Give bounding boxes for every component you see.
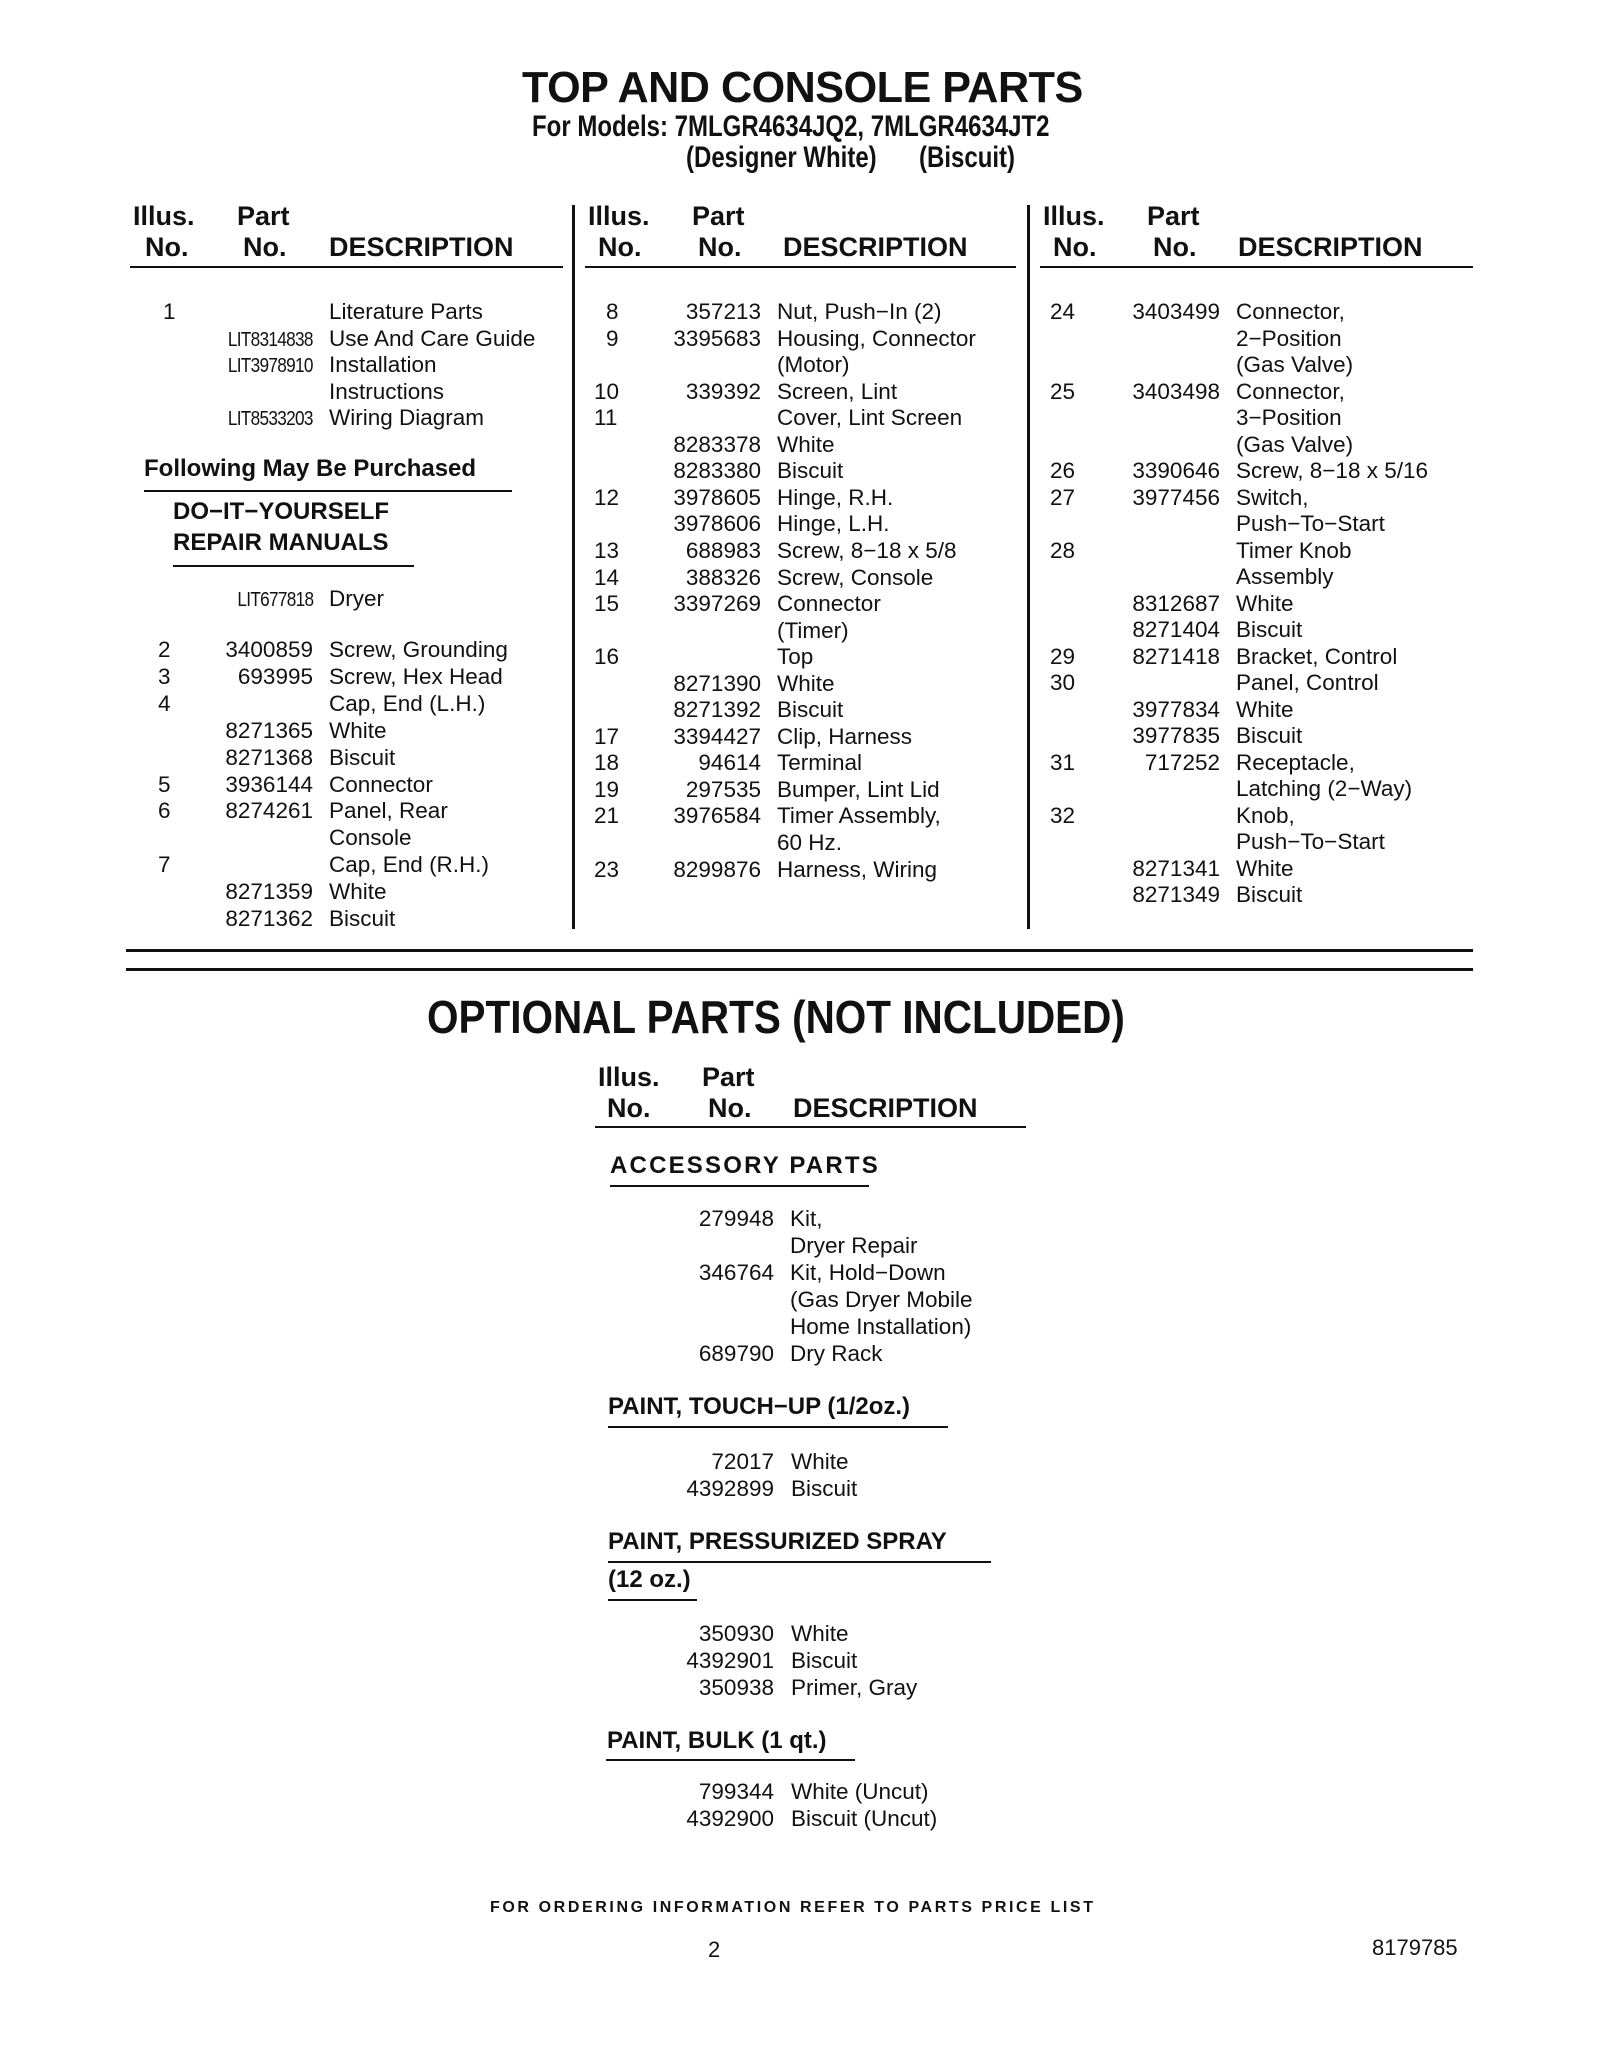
illus-number: 15 — [594, 591, 620, 617]
part-description: Cover, Lint Screen — [777, 405, 963, 431]
part-description: Push−To−Start — [1236, 829, 1385, 854]
page-title: TOP AND CONSOLE PARTS — [522, 63, 1083, 112]
part-description: Hinge, R.H. — [777, 484, 894, 510]
illus-number: 18 — [594, 750, 620, 776]
illus-number: 10 — [594, 378, 620, 404]
accessory-parts-heading: ACCESSORY PARTS — [610, 1152, 880, 1179]
diy-heading-line2: REPAIR MANUALS — [173, 529, 389, 556]
illus-number: 28 — [1050, 537, 1076, 563]
part-description: White — [791, 1621, 849, 1646]
part-number: 339392 — [685, 378, 761, 404]
part-description: Connector, — [1236, 299, 1345, 324]
table-row — [0, 1314, 1600, 1341]
diy-heading-line1: DO−IT−YOURSELF — [173, 498, 390, 525]
part-description: Push−To−Start — [1236, 511, 1385, 536]
table-row — [0, 458, 1600, 485]
illus-number: 14 — [594, 564, 620, 590]
part-description: Terminal — [777, 750, 863, 776]
part-number: 8271341 — [1132, 855, 1220, 881]
table-row — [0, 326, 1600, 353]
table-row — [0, 1648, 1600, 1675]
document-number: 8179785 — [1372, 1935, 1458, 1960]
illus-number: 32 — [1050, 802, 1076, 828]
part-number: 3394427 — [673, 723, 761, 749]
table-row — [0, 511, 1600, 538]
col-header-description: DESCRIPTION — [783, 232, 968, 262]
table-row — [0, 829, 1600, 856]
optional-parts-title: OPTIONAL PARTS (NOT INCLUDED) — [427, 991, 1125, 1043]
part-description: Biscuit — [1236, 882, 1303, 907]
header-underline — [1040, 266, 1473, 268]
col-header-illus-top: Illus. — [1043, 201, 1105, 231]
table-row — [0, 1260, 1600, 1287]
part-number: 693995 — [237, 663, 313, 689]
literature-part-number: LIT3978910 — [228, 355, 313, 378]
part-description: (Gas Valve) — [1236, 431, 1354, 457]
part-description: Harness, Wiring — [777, 856, 938, 882]
part-description: White — [777, 670, 835, 696]
part-description: Wiring Diagram — [329, 405, 485, 431]
col-header-illus-bottom: No. — [1053, 232, 1097, 262]
part-number: 357213 — [685, 299, 761, 324]
col-header-description: DESCRIPTION — [793, 1093, 978, 1123]
part-number: 8271418 — [1132, 643, 1220, 669]
part-description: Screw, 8−18 x 5/16 — [1236, 458, 1428, 483]
table-row — [0, 906, 1600, 933]
part-description: Dry Rack — [790, 1341, 883, 1366]
col-header-illus-top: Illus. — [588, 201, 650, 231]
illus-number: 2 — [158, 637, 171, 662]
section-separator-bottom — [126, 968, 1473, 971]
table-row — [0, 591, 1600, 618]
part-number: 8299876 — [673, 856, 761, 882]
part-description: White — [777, 431, 835, 457]
col-header-part-bottom: No. — [708, 1093, 752, 1123]
col-header-part-top: Part — [237, 201, 290, 231]
part-description: Console — [329, 825, 412, 851]
part-number: 8271359 — [225, 879, 313, 905]
illus-number: 9 — [606, 325, 619, 351]
illus-number: 16 — [594, 644, 620, 670]
part-description: Biscuit — [777, 458, 844, 484]
spray-paint-heading-line1: PAINT, PRESSURIZED SPRAY — [608, 1528, 947, 1555]
table-row — [0, 644, 1600, 671]
part-description: White (Uncut) — [791, 1779, 929, 1804]
col-header-part-bottom: No. — [243, 232, 287, 262]
part-number: 3397269 — [673, 591, 761, 617]
part-number: 4392900 — [686, 1806, 774, 1831]
col-header-part-bottom: No. — [1153, 232, 1197, 262]
accessory-heading-underline — [610, 1185, 869, 1187]
part-number: 3978605 — [673, 484, 761, 510]
illus-number: 17 — [594, 723, 620, 749]
part-description: Biscuit — [1236, 723, 1303, 748]
table-row — [0, 1449, 1600, 1476]
part-description: Timer Assembly, — [777, 803, 941, 829]
col-header-part-top: Part — [692, 201, 745, 231]
part-number: 3395683 — [673, 325, 761, 351]
part-number: 799344 — [698, 1779, 774, 1804]
table-row — [0, 617, 1600, 644]
part-description: Latching (2−Way) — [1236, 776, 1413, 801]
part-number: 3390646 — [1132, 458, 1220, 483]
illus-number: 30 — [1050, 670, 1076, 695]
part-description: Knob, — [1236, 802, 1295, 828]
part-description: Panel, Control — [1236, 670, 1379, 695]
part-description: Instructions — [329, 378, 445, 404]
model-color-biscuit: (Biscuit) — [919, 141, 1015, 174]
part-number: 350938 — [698, 1675, 774, 1700]
illus-number: 13 — [594, 537, 620, 563]
part-description: Screw, 8−18 x 5/8 — [777, 537, 957, 563]
part-description: Biscuit — [791, 1648, 858, 1673]
part-number: 94614 — [698, 750, 761, 776]
header-underline — [130, 266, 563, 268]
part-description: Connector — [777, 591, 881, 617]
table-row — [0, 723, 1600, 750]
part-number: 8271365 — [225, 717, 313, 743]
part-description: Assembly — [1236, 564, 1334, 589]
illus-number: 21 — [594, 803, 620, 829]
part-description: White — [329, 717, 387, 743]
part-number: 3403499 — [1132, 299, 1220, 324]
header-underline — [585, 266, 1016, 268]
illus-number: 31 — [1050, 749, 1076, 775]
touchup-heading-underline — [608, 1426, 948, 1428]
part-description: Screw, Hex Head — [329, 663, 503, 689]
part-description: Kit, Hold−Down — [790, 1260, 946, 1285]
col-header-illus-top: Illus. — [133, 201, 195, 231]
illus-number: 6 — [158, 798, 171, 824]
part-description: (Gas Valve) — [1236, 352, 1354, 377]
table-row — [0, 882, 1600, 909]
bulk-paint-heading: PAINT, BULK (1 qt.) — [607, 1727, 827, 1754]
ordering-note: FOR ORDERING INFORMATION REFER TO PARTS PRICE LIST — [490, 1899, 1096, 1916]
model-color-white: (Designer White) — [686, 141, 877, 174]
part-description: Connector — [329, 771, 433, 797]
part-number: 717252 — [1144, 749, 1220, 775]
part-description: Biscuit — [329, 906, 396, 931]
table-row — [0, 1621, 1600, 1648]
illus-number: 11 — [594, 405, 618, 431]
spray-heading-underline — [608, 1561, 991, 1563]
illus-number: 3 — [158, 663, 171, 689]
touchup-paint-heading: PAINT, TOUCH−UP (1/2oz.) — [608, 1393, 911, 1420]
illus-number: 27 — [1050, 484, 1076, 510]
table-row — [0, 803, 1600, 830]
table-row — [0, 1675, 1600, 1702]
part-number: 72017 — [711, 1449, 774, 1474]
part-description: Bracket, Control — [1236, 643, 1398, 669]
part-description: Use And Care Guide — [329, 325, 536, 351]
part-number: 8271392 — [673, 697, 761, 723]
part-number: 8283378 — [673, 431, 761, 457]
part-description: 2−Position — [1236, 325, 1342, 351]
spray-paint-heading-line2: (12 oz.) — [608, 1566, 691, 1593]
illus-number: 26 — [1050, 458, 1076, 483]
illus-number: 7 — [158, 852, 171, 878]
part-number: 279948 — [698, 1206, 774, 1231]
table-row — [0, 299, 1600, 326]
table-row — [0, 1806, 1600, 1833]
part-description: (Gas Dryer Mobile — [790, 1287, 973, 1312]
part-description: Nut, Push−In (2) — [777, 299, 942, 324]
part-number: 3977456 — [1132, 484, 1220, 510]
literature-part-number: LIT677818 — [236, 589, 313, 611]
part-description: Top — [777, 644, 814, 670]
part-description: Biscuit — [791, 1476, 858, 1501]
table-row — [0, 1779, 1600, 1806]
page-number: 2 — [708, 1937, 721, 1962]
col-header-description: DESCRIPTION — [1238, 232, 1423, 262]
part-number: 350930 — [698, 1621, 774, 1646]
illus-number: 29 — [1050, 643, 1076, 669]
header-underline — [595, 1126, 1026, 1128]
models-line: For Models: 7MLGR4634JQ2, 7MLGR4634JT2 — [532, 110, 1050, 143]
illus-number: 1 — [163, 299, 176, 324]
part-description: 3−Position — [1236, 405, 1342, 430]
col-header-illus-bottom: No. — [607, 1093, 651, 1123]
part-description: Timer Knob — [1236, 537, 1352, 563]
part-description: Hinge, L.H. — [777, 511, 890, 537]
part-description: Bumper, Lint Lid — [777, 776, 940, 802]
col-header-part-bottom: No. — [698, 232, 742, 262]
part-description: Screen, Lint — [777, 378, 898, 404]
part-description: White — [1236, 696, 1294, 722]
part-description: Biscuit — [777, 697, 844, 723]
part-description: Panel, Rear — [329, 798, 448, 824]
part-number: 8271349 — [1132, 882, 1220, 907]
part-description: White — [1236, 590, 1294, 616]
part-number: 346764 — [698, 1260, 774, 1285]
illus-number: 24 — [1050, 299, 1076, 324]
part-number: 8271362 — [225, 906, 313, 931]
col-header-part-top: Part — [702, 1062, 755, 1092]
part-description: Kit, — [790, 1206, 823, 1231]
part-number: 3400859 — [225, 637, 313, 662]
illus-number: 25 — [1050, 378, 1076, 404]
part-number: 8283380 — [673, 458, 761, 484]
part-description: (Motor) — [777, 352, 850, 378]
part-description: Connector, — [1236, 378, 1345, 404]
part-number: 4392899 — [686, 1476, 774, 1501]
part-number: 8271390 — [673, 670, 761, 696]
part-description: Switch, — [1236, 484, 1309, 510]
illus-number: 23 — [594, 856, 620, 882]
part-description: Biscuit — [1236, 617, 1303, 642]
part-description: 60 Hz. — [777, 830, 843, 855]
table-row — [0, 750, 1600, 777]
part-number: 8274261 — [225, 798, 313, 824]
table-row — [0, 1206, 1600, 1233]
table-row — [0, 538, 1600, 565]
part-number: 3403498 — [1132, 378, 1220, 404]
part-number: 3978606 — [673, 511, 761, 537]
col-header-illus-top: Illus. — [598, 1062, 660, 1092]
part-number: 3976584 — [673, 803, 761, 829]
illus-number: 8 — [606, 299, 619, 324]
part-description: Literature Parts — [329, 299, 483, 324]
table-row — [0, 670, 1600, 697]
bulk-heading-underline — [606, 1759, 855, 1761]
part-number: 8271404 — [1132, 617, 1220, 642]
purchase-heading: Following May Be Purchased — [144, 455, 477, 482]
part-number: 8271368 — [225, 744, 313, 770]
part-number: 3977834 — [1132, 696, 1220, 722]
part-description: (Timer) — [777, 617, 849, 643]
table-row — [0, 564, 1600, 591]
spray-heading-line2-underline — [608, 1599, 697, 1601]
part-number: 689790 — [698, 1341, 774, 1366]
part-description: Home Installation) — [790, 1314, 972, 1339]
part-description: White — [1236, 855, 1294, 881]
col-header-illus-bottom: No. — [598, 232, 642, 262]
col-header-illus-bottom: No. — [145, 232, 189, 262]
part-description: Cap, End (L.H.) — [329, 690, 486, 716]
col-header-part-top: Part — [1147, 201, 1200, 231]
literature-part-number: LIT8533203 — [228, 408, 313, 431]
literature-part-number: LIT8314838 — [228, 328, 313, 351]
illus-number: 12 — [594, 484, 620, 510]
part-description: Dryer Repair — [790, 1233, 918, 1258]
part-description: Cap, End (R.H.) — [329, 852, 490, 878]
part-description: Biscuit (Uncut) — [791, 1806, 938, 1831]
part-number: 388326 — [685, 564, 761, 590]
part-description: Receptacle, — [1236, 749, 1355, 775]
col-header-description: DESCRIPTION — [329, 232, 514, 262]
part-description: Clip, Harness — [777, 723, 913, 749]
table-row — [0, 352, 1600, 379]
table-row — [0, 405, 1600, 432]
section-separator-top — [126, 949, 1473, 952]
part-number: 688983 — [685, 537, 761, 563]
part-description: White — [329, 879, 387, 905]
part-description: White — [791, 1449, 849, 1474]
table-row — [0, 432, 1600, 459]
table-row — [0, 379, 1600, 406]
table-row — [0, 856, 1600, 883]
part-number: 3936144 — [225, 771, 313, 797]
part-description: Primer, Gray — [791, 1675, 918, 1700]
table-row — [0, 1233, 1600, 1260]
part-number: 297535 — [685, 776, 761, 802]
part-description: Installation — [329, 352, 437, 378]
part-number: 8312687 — [1132, 590, 1220, 616]
part-description: Screw, Console — [777, 564, 934, 590]
table-row — [0, 1341, 1600, 1368]
part-number: 3977835 — [1132, 723, 1220, 748]
part-description: Housing, Connector — [777, 325, 976, 351]
table-row — [0, 485, 1600, 512]
illus-number: 19 — [594, 776, 620, 802]
part-description: Dryer — [329, 586, 384, 611]
table-row — [0, 1476, 1600, 1503]
illus-number: 4 — [158, 690, 171, 716]
illus-number: 5 — [158, 771, 171, 797]
part-description: Biscuit — [329, 744, 396, 770]
part-number: 4392901 — [686, 1648, 774, 1673]
table-row — [0, 776, 1600, 803]
table-row — [0, 1287, 1600, 1314]
table-row — [0, 697, 1600, 724]
part-description: Screw, Grounding — [329, 637, 508, 662]
